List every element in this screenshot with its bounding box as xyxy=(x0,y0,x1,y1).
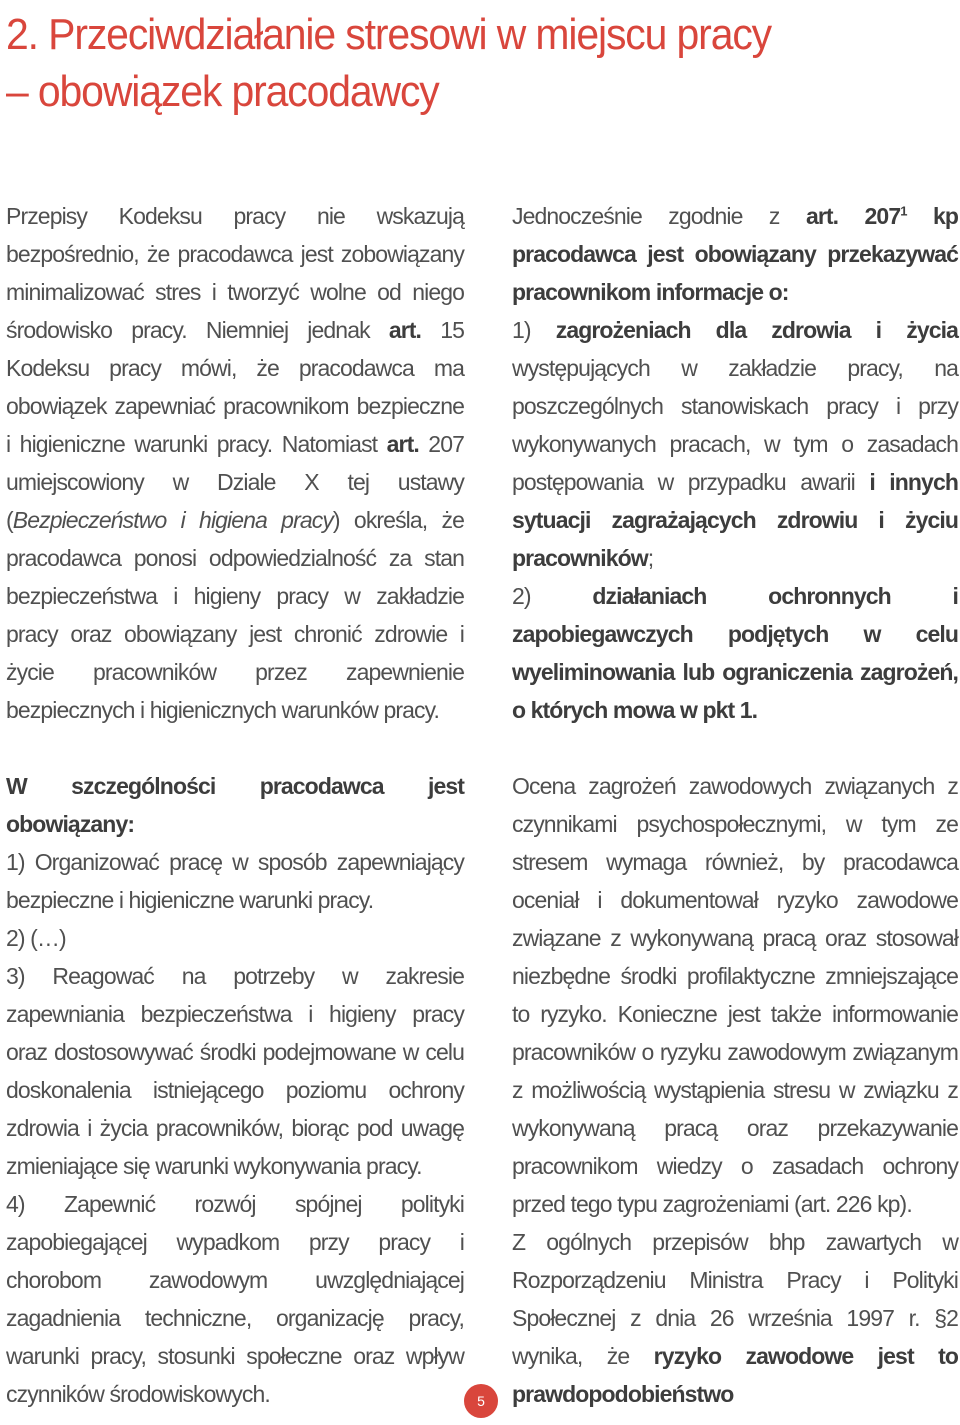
title-line-1: 2. Przeciwdziałanie stresowi w miejscu pracy xyxy=(6,10,772,59)
regulation-paragraph: Z ogólnych przepisów bhp zawartych w Rozporządzeniu Ministra Pracy i Polityki Społecznej z dnia 26 września 1997 r. §2 wynika, że ryzyko zawodowe jest to prawdopodobieństwo xyxy=(512,1229,958,1407)
title-line-2: – obowiązek pracodawcy xyxy=(6,67,439,116)
intro-text-1: Przepisy Kodeksu pracy nie wskazują bezpośrednio, że pracodawca jest zobowiązany minimalizować stres i tworzyć wolne od niego środowisko pracy. Niemniej jednak xyxy=(6,203,464,343)
info-item-2: 2) działaniach ochronnych i zapobiegawczych podjętych w celu wyeliminowania lub ograniczenia zagrożeń, o których mowa w pkt 1. xyxy=(512,583,958,723)
obligation-item-1: 1) Organizować pracę w sposób zapewniający bezpieczne i higieniczne warunki pracy. xyxy=(6,849,464,913)
obligations-heading: W szczególności pracodawca jest obowiązany: xyxy=(6,773,464,837)
info-bold-rest: kp pracodawca jest obowiązany przekazywać pracownikom informacje o: xyxy=(512,203,959,305)
intro-bold-art-207: art. xyxy=(386,431,419,457)
info-item-1: 1) zagrożeniach dla zdrowia i życia występujących w zakładzie pracy, na poszczególnych stanowiskach pracy i przy wykonywanych pracach, w tym o zasadach postępowania w przypadku awarii i innych sytuacji zagrażających zdrowiu i życiu pracowników; xyxy=(512,317,958,571)
page-number-badge: 5 xyxy=(464,1384,498,1418)
paragraph-gap xyxy=(6,729,464,767)
intro-italic-section: Bezpieczeństwo i higiena pracy xyxy=(12,507,333,533)
info-bold-art: art. 207 xyxy=(805,203,901,229)
intro-bold-art-15: art. xyxy=(388,317,422,343)
obligation-item-4: 4) Zapewnić rozwój spójnej polityki zapobiegającej wypadkom przy pracy i chorobom zawodowym uwzględniającej zagadnienia techniczne, organizację pracy, warunki pracy, stosunki społeczne oraz wpływ czynników środowiskowych. xyxy=(6,1191,464,1407)
paragraph-gap xyxy=(512,729,958,767)
risk-assessment-paragraph: Ocena zagrożeń zawodowych związanych z czynnikami psychospołecznymi, w tym ze stresem wymaga również, by pracodawca oceniał i dokumentował ryzyko zawodowe związane z wykonywaną pracą oraz stosował niezbędne środki profilaktyczne zmniejszające to ryzyko. Konieczne jest także informowanie pracowników o ryzyku zawodowym związanym z możliwością wystąpienia stresu w związku z wykonywaną pracą oraz przekazywanie pracownikom wiedzy o zasadach ochrony przed tego typu zagrożeniami (art. 226 kp). xyxy=(512,773,958,1217)
intro-paragraph xyxy=(6,197,464,729)
right-column xyxy=(512,197,958,1413)
intro-text-3: 207 umiejscowiony w Dziale X tej ustawy ( xyxy=(6,431,464,533)
info-superscript: 1 xyxy=(900,203,907,219)
intro-text-2: 15 Kodeksu pracy mówi, że pracodawca ma obowiązek zapewniać pracownikom bezpieczne i higieniczne warunki pracy. Natomiast xyxy=(6,317,464,457)
info-paragraph xyxy=(512,197,958,311)
info-text-1: Jednocześnie zgodnie z xyxy=(512,203,806,229)
intro-text-4: ) określa, że pracodawca ponosi odpowiedzialność za stan bezpieczeństwa i higieny pracy w zakładzie pracy oraz obowiązany jest chronić zdrowie i życie pracowników przez zapewnienie bezpiecznych i higienicznych warunków pracy. xyxy=(6,507,464,723)
left-column xyxy=(6,197,464,1413)
obligation-item-2: 2) (…) xyxy=(6,925,66,951)
obligation-item-3: 3) Reagować na potrzeby w zakresie zapewniania bezpieczeństwa i higieny pracy oraz dostosowywać środki podejmowane w celu doskonalenia istniejącego poziomu ochrony zdrowia i życia pracowników, biorąc pod uwagę zmieniające się warunki wykonywania pracy. xyxy=(6,963,464,1179)
page-title xyxy=(6,6,880,120)
